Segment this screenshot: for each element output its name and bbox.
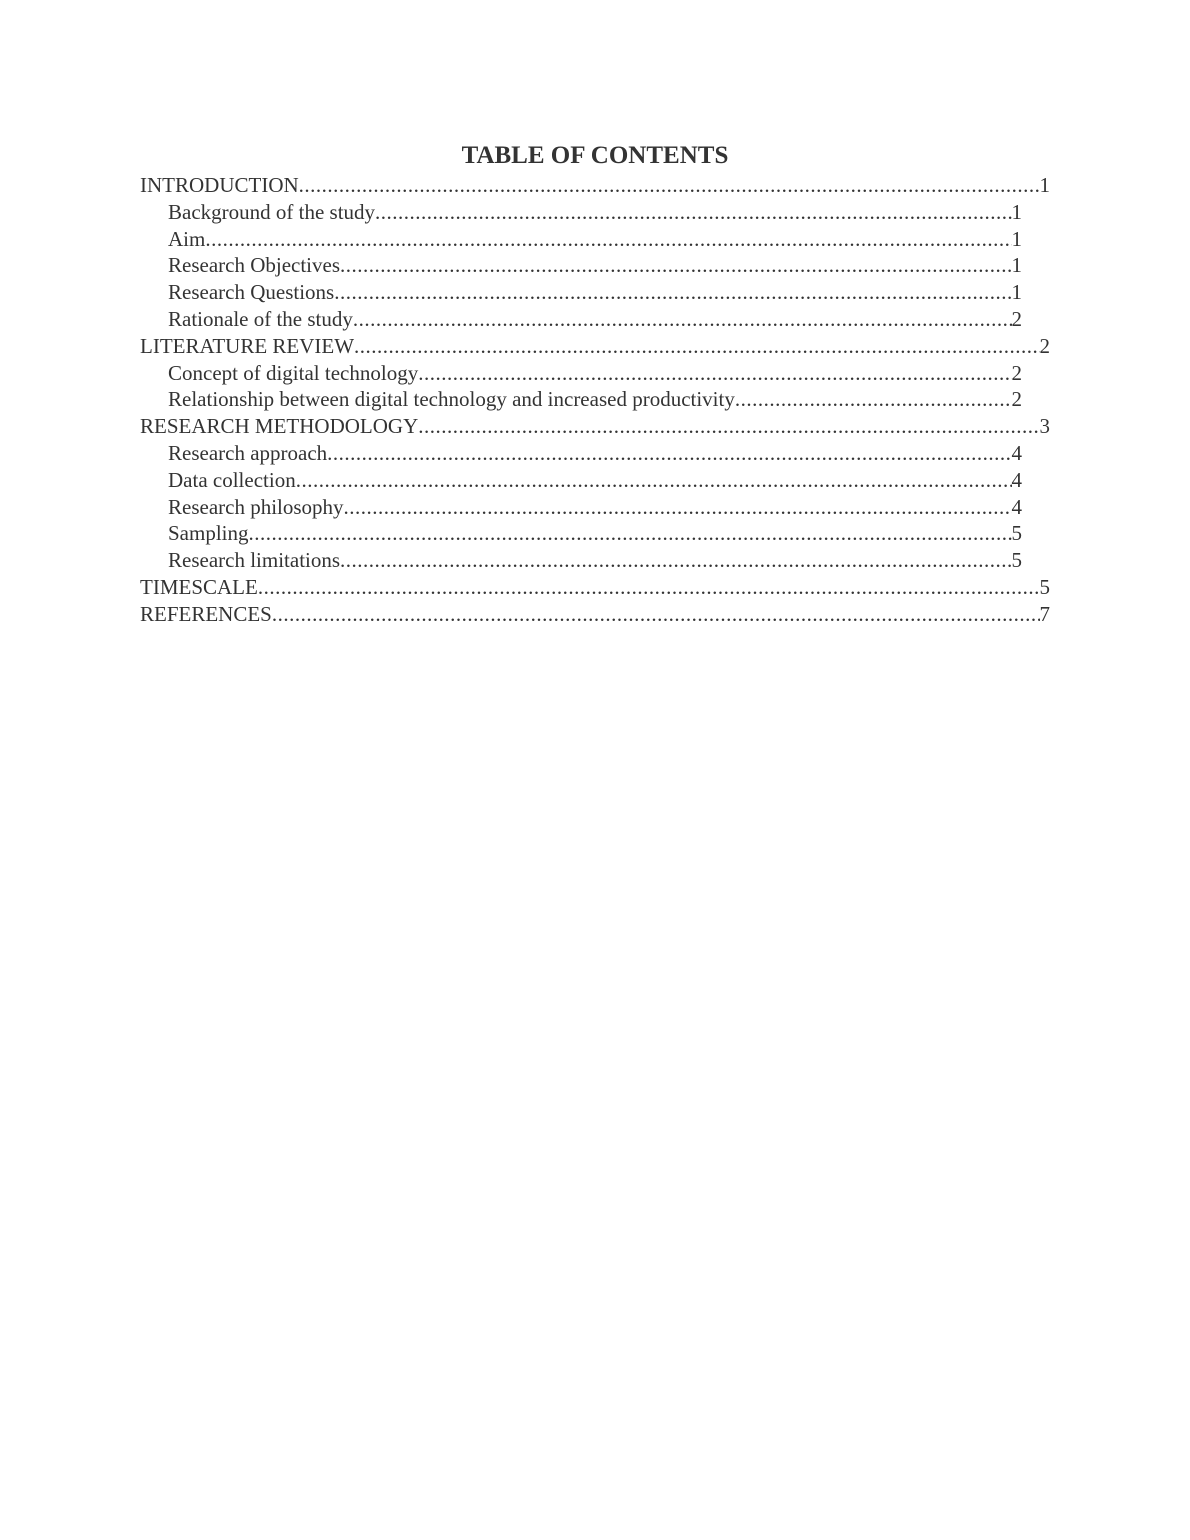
toc-page-number: 2 [1011, 360, 1022, 385]
toc-entry-data-collection[interactable] [140, 467, 1050, 494]
toc-page-number: 5 [1011, 548, 1022, 573]
toc-entry-research-philosophy[interactable] [140, 494, 1050, 521]
toc-page-number: 4 [1011, 440, 1022, 465]
toc-entry-label: Research approach [168, 440, 328, 465]
toc-entry-label: INTRODUCTION [140, 173, 299, 197]
toc-page-number: 1 [1011, 199, 1022, 224]
toc-page-number: 2 [1011, 306, 1022, 331]
toc-dot-leader [258, 574, 1040, 601]
toc-entry-literature-review[interactable] [140, 333, 1050, 360]
toc-dot-leader [334, 279, 1011, 306]
toc-dot-leader [418, 360, 1011, 387]
toc-page-number: 7 [1039, 601, 1050, 626]
toc-page-number: 1 [1039, 173, 1050, 197]
toc-entry-research-approach[interactable] [140, 440, 1050, 467]
toc-entry-label: Research Objectives [168, 253, 341, 278]
toc-dot-leader [249, 520, 1012, 547]
toc-list [140, 172, 1050, 628]
toc-entry-label: Research philosophy [168, 494, 344, 519]
toc-entry-label: TIMESCALE [140, 574, 258, 599]
toc-dot-leader [296, 467, 1012, 494]
toc-entry-label: Background of the study [168, 199, 376, 224]
toc-page-number: 4 [1011, 467, 1022, 492]
toc-entry-sampling[interactable] [140, 520, 1050, 547]
toc-entry-research-methodology[interactable] [140, 413, 1050, 440]
toc-page-number: 1 [1011, 280, 1022, 305]
toc-entry-label: RESEARCH METHODOLOGY [140, 414, 419, 439]
toc-page-number: 5 [1039, 574, 1050, 599]
toc-dot-leader [205, 226, 1011, 253]
toc-entry-concept-of-digital-technology[interactable] [140, 360, 1050, 387]
toc-dot-leader [344, 494, 1012, 521]
toc-entry-timescale[interactable] [140, 574, 1050, 601]
toc-dot-leader [375, 199, 1011, 226]
toc-page-number: 1 [1011, 253, 1022, 278]
toc-entry-research-objectives[interactable] [140, 252, 1050, 279]
toc-entry-research-limitations[interactable] [140, 547, 1050, 574]
toc-page-number: 1 [1011, 226, 1022, 251]
toc-page-number: 5 [1011, 521, 1022, 546]
toc-dot-leader [340, 252, 1011, 279]
toc-entry-label: Sampling [168, 521, 249, 546]
toc-entry-label: Data collection [168, 467, 296, 492]
toc-dot-leader [418, 413, 1039, 440]
toc-entry-references[interactable] [140, 601, 1050, 628]
toc-dot-leader [735, 386, 1012, 413]
toc-page-number: 2 [1039, 333, 1050, 358]
toc-dot-leader [354, 333, 1039, 360]
toc-page-number: 2 [1011, 387, 1022, 412]
toc-title: TABLE OF CONTENTS [461, 142, 729, 169]
toc-entry-label: Research Questions [168, 280, 335, 305]
toc-entry-rationale-of-the-study[interactable] [140, 306, 1050, 333]
toc-dot-leader [327, 440, 1011, 467]
toc-entry-relationship-digital-technology-productivity[interactable] [140, 386, 1050, 413]
toc-page-number: 4 [1011, 494, 1022, 519]
toc-dot-leader [272, 601, 1040, 628]
toc-entry-label: Rationale of the study [168, 306, 353, 331]
toc-entry-background-of-the-study[interactable] [140, 199, 1050, 226]
toc-dot-leader [340, 547, 1011, 574]
toc-entry-label: REFERENCES [140, 601, 272, 626]
toc-entry-label: Relationship between digital technology and increased productivity [168, 387, 735, 412]
toc-entry-introduction[interactable] [140, 172, 1050, 199]
toc-entry-research-questions[interactable] [140, 279, 1050, 306]
toc-entry-label: Concept of digital technology [168, 360, 419, 385]
toc-dot-leader [353, 306, 1012, 333]
toc-entry-label: Aim [168, 226, 206, 251]
toc-page-number: 3 [1039, 414, 1050, 439]
toc-entry-aim[interactable] [140, 226, 1050, 253]
toc-dot-leader [299, 172, 1040, 199]
toc-entry-label: Research limitations [168, 548, 341, 573]
toc-entry-label: LITERATURE REVIEW [140, 333, 355, 358]
